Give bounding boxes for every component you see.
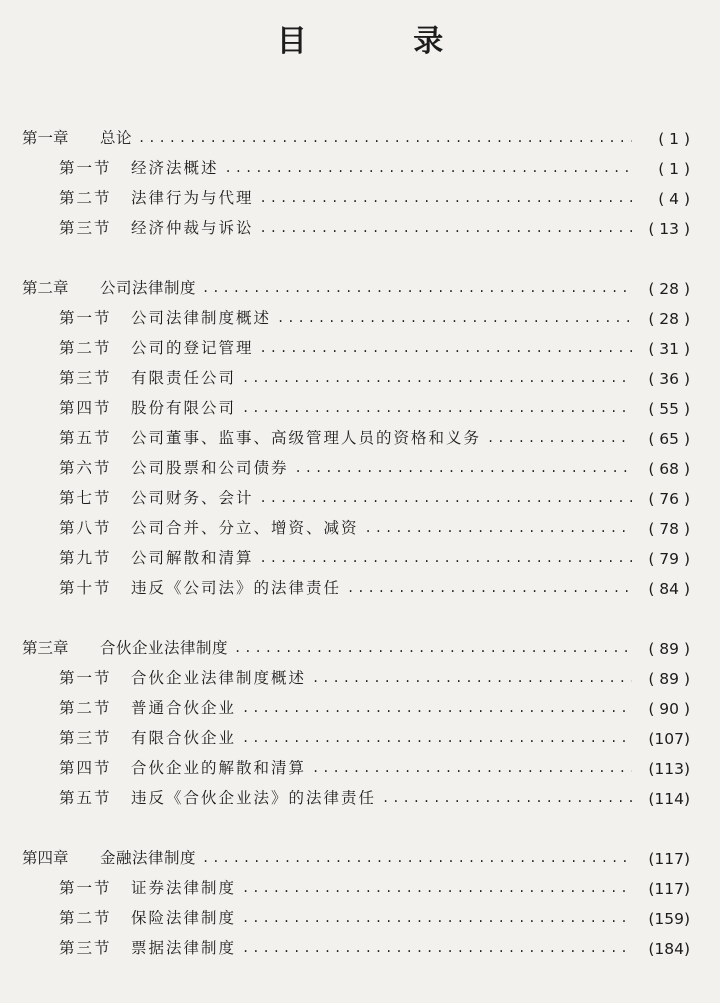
page-number: ( 55 ) — [648, 400, 690, 418]
section-number: 第六节 — [59, 459, 112, 477]
page-number: ( 28 ) — [648, 280, 690, 298]
page-number: (114) — [648, 790, 690, 808]
dot-leader — [242, 701, 632, 715]
page-number: ( 78 ) — [648, 520, 690, 538]
section-number: 第五节 — [59, 789, 112, 807]
toc-section[interactable] — [22, 748, 690, 778]
section-title: 公司合并、分立、增资、减资 — [131, 519, 359, 537]
page-number: (184) — [648, 940, 690, 958]
dot-leader — [277, 311, 632, 325]
page-number: ( 31 ) — [648, 340, 690, 358]
page-number: (159) — [648, 910, 690, 928]
page-number: ( 4 ) — [658, 190, 690, 208]
toc-section[interactable] — [22, 568, 690, 598]
dot-leader — [242, 731, 632, 745]
section-title: 票据法律制度 — [131, 939, 237, 957]
section-title: 公司财务、会计 — [131, 489, 254, 507]
section-title: 公司解散和清算 — [131, 549, 254, 567]
dot-leader — [260, 341, 632, 355]
section-title: 公司法律制度概述 — [131, 309, 272, 327]
dot-leader — [295, 461, 632, 475]
dot-leader — [260, 221, 632, 235]
page-number: ( 65 ) — [648, 430, 690, 448]
section-number: 第一节 — [59, 669, 112, 687]
chapter-gap — [22, 808, 690, 838]
dot-leader — [202, 851, 632, 865]
dot-leader — [365, 521, 632, 535]
section-number: 第九节 — [59, 549, 112, 567]
section-title: 股份有限公司 — [131, 399, 237, 417]
page-number: (107) — [648, 730, 690, 748]
section-title: 合伙企业的解散和清算 — [131, 759, 307, 777]
dot-leader — [202, 281, 632, 295]
dot-leader — [487, 431, 632, 445]
toc-section[interactable] — [22, 898, 690, 928]
section-number: 第三节 — [59, 219, 112, 237]
toc-section[interactable] — [22, 208, 690, 238]
toc-section[interactable] — [22, 328, 690, 358]
toc-chapter-2[interactable] — [22, 268, 690, 298]
section-number: 第十节 — [59, 579, 112, 597]
toc-section[interactable] — [22, 928, 690, 958]
section-title: 公司的登记管理 — [131, 339, 254, 357]
chapter-title: 公司法律制度 — [100, 279, 197, 297]
toc-chapter-1[interactable] — [22, 118, 690, 148]
toc-section[interactable] — [22, 478, 690, 508]
toc-section[interactable] — [22, 298, 690, 328]
dot-leader — [312, 671, 632, 685]
toc-chapter-3[interactable] — [22, 628, 690, 658]
chapter-number: 第一章 — [22, 129, 69, 147]
section-title: 经济仲裁与诉讼 — [131, 219, 254, 237]
chapter-gap — [22, 598, 690, 628]
section-number: 第一节 — [59, 309, 112, 327]
page-number: ( 79 ) — [648, 550, 690, 568]
dot-leader — [260, 491, 632, 505]
toc-section[interactable] — [22, 538, 690, 568]
chapter-title: 总论 — [100, 129, 133, 147]
section-title: 保险法律制度 — [131, 909, 237, 927]
dot-leader — [234, 641, 632, 655]
dot-leader — [242, 371, 632, 385]
toc-section[interactable] — [22, 178, 690, 208]
section-title: 公司股票和公司债券 — [131, 459, 289, 477]
page-number: (117) — [648, 880, 690, 898]
chapter-gap — [22, 238, 690, 268]
dot-leader — [242, 911, 632, 925]
dot-leader — [242, 401, 632, 415]
section-number: 第三节 — [59, 729, 112, 747]
chapter-title: 合伙企业法律制度 — [100, 639, 229, 657]
page-number: ( 1 ) — [658, 160, 690, 178]
toc-chapter-4[interactable] — [22, 838, 690, 868]
toc-section[interactable] — [22, 688, 690, 718]
page-number: ( 90 ) — [648, 700, 690, 718]
page-number: ( 84 ) — [648, 580, 690, 598]
dot-leader — [382, 791, 632, 805]
section-number: 第七节 — [59, 489, 112, 507]
section-number: 第二节 — [59, 339, 112, 357]
toc-section[interactable] — [22, 508, 690, 538]
toc-section[interactable] — [22, 448, 690, 478]
page-number: ( 89 ) — [648, 670, 690, 688]
section-number: 第三节 — [59, 939, 112, 957]
page-number: (117) — [648, 850, 690, 868]
toc-section[interactable] — [22, 778, 690, 808]
section-number: 第二节 — [59, 189, 112, 207]
toc-section[interactable] — [22, 148, 690, 178]
table-of-contents — [22, 118, 690, 958]
section-title: 有限合伙企业 — [131, 729, 237, 747]
page-number: ( 1 ) — [658, 130, 690, 148]
page-number: (113) — [648, 760, 690, 778]
toc-section[interactable] — [22, 718, 690, 748]
section-number: 第二节 — [59, 909, 112, 927]
page-number: ( 68 ) — [648, 460, 690, 478]
section-number: 第八节 — [59, 519, 112, 537]
page-number: ( 76 ) — [648, 490, 690, 508]
section-number: 第三节 — [59, 369, 112, 387]
toc-section[interactable] — [22, 358, 690, 388]
toc-section[interactable] — [22, 868, 690, 898]
section-title: 违反《公司法》的法律责任 — [131, 579, 342, 597]
dot-leader — [138, 131, 632, 145]
section-title: 普通合伙企业 — [131, 699, 237, 717]
chapter-number: 第二章 — [22, 279, 69, 297]
section-title: 公司董事、监事、高级管理人员的资格和义务 — [131, 429, 482, 447]
section-number: 第二节 — [59, 699, 112, 717]
page-number: ( 89 ) — [648, 640, 690, 658]
section-title: 经济法概述 — [131, 159, 219, 177]
dot-leader — [242, 881, 632, 895]
page-title: 目 录 — [276, 24, 492, 59]
toc-section[interactable] — [22, 388, 690, 418]
section-title: 违反《合伙企业法》的法律责任 — [131, 789, 377, 807]
section-number: 第一节 — [59, 879, 112, 897]
chapter-title: 金融法律制度 — [100, 849, 197, 867]
dot-leader — [312, 761, 632, 775]
section-title: 证券法律制度 — [131, 879, 237, 897]
section-title: 合伙企业法律制度概述 — [131, 669, 307, 687]
dot-leader — [225, 161, 632, 175]
dot-leader — [260, 551, 632, 565]
page-number: ( 36 ) — [648, 370, 690, 388]
section-title: 法律行为与代理 — [131, 189, 254, 207]
dot-leader — [347, 581, 632, 595]
page-number: ( 28 ) — [648, 310, 690, 328]
section-number: 第一节 — [59, 159, 112, 177]
section-title: 有限责任公司 — [131, 369, 237, 387]
dot-leader — [260, 191, 632, 205]
toc-section[interactable] — [22, 418, 690, 448]
section-number: 第五节 — [59, 429, 112, 447]
dot-leader — [242, 941, 632, 955]
page-number: ( 13 ) — [648, 220, 690, 238]
section-number: 第四节 — [59, 759, 112, 777]
section-number: 第四节 — [59, 399, 112, 417]
chapter-number: 第四章 — [22, 849, 69, 867]
chapter-number: 第三章 — [22, 639, 69, 657]
toc-section[interactable] — [22, 658, 690, 688]
